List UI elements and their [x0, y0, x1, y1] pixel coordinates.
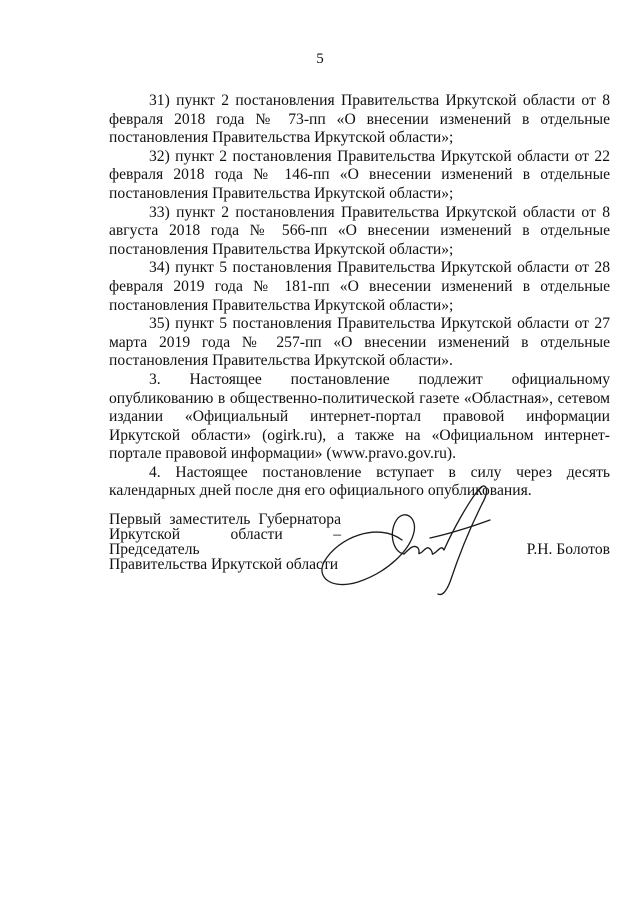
signatory-position-line: Иркутской области – Председатель	[109, 526, 341, 558]
clause-publication: 3. Настоящее постановление подлежит официальному опубликованию в общественно-политической газете «Областная», сетевом издании «Официальный интернет-портал правовой информации Иркутской области» (ogirk.ru), а также на «Официальном интернет-портале правовой информации» (www.pravo.gov.ru).	[109, 370, 610, 463]
list-item-31: 31) пункт 2 постановления Правительства Иркутской области от 8 февраля 2018 года № 73-пп «О внесении изменений в отдельные постановления Правительства Иркутской области»;	[109, 92, 610, 147]
clause-effective-date: 4. Настоящее постановление вступает в силу через десять календарных дней после дня его официального опубликования.	[109, 463, 610, 500]
page-number: 5	[316, 51, 324, 67]
signatory-name: Р.Н. Болотов	[526, 541, 610, 558]
list-item-34: 34) пункт 5 постановления Правительства Иркутской области от 28 февраля 2019 года № 181-пп «О внесении изменений в отдельные постановления Правительства Иркутской области»;	[109, 259, 610, 314]
signature-block	[109, 512, 610, 602]
list-item-35: 35) пункт 5 постановления Правительства Иркутской области от 27 марта 2019 года № 257-пп «О внесении изменений в отдельные постановления Правительства Иркутской области».	[109, 315, 610, 370]
signatory-position-line: Правительства Иркутской области	[109, 556, 339, 573]
list-item-32: 32) пункт 2 постановления Правительства Иркутской области от 22 февраля 2018 года № 146-пп «О внесении изменений в отдельные постановления Правительства Иркутской области»;	[109, 147, 610, 202]
list-item-33: 33) пункт 2 постановления Правительства Иркутской области от 8 августа 2018 года № 566-пп «О внесении изменений в отдельные постановления Правительства Иркутской области»;	[109, 203, 610, 258]
signatory-position	[109, 512, 341, 572]
signatory-position-line: Первый заместитель Губернатора	[109, 511, 341, 528]
document-body	[109, 92, 610, 501]
